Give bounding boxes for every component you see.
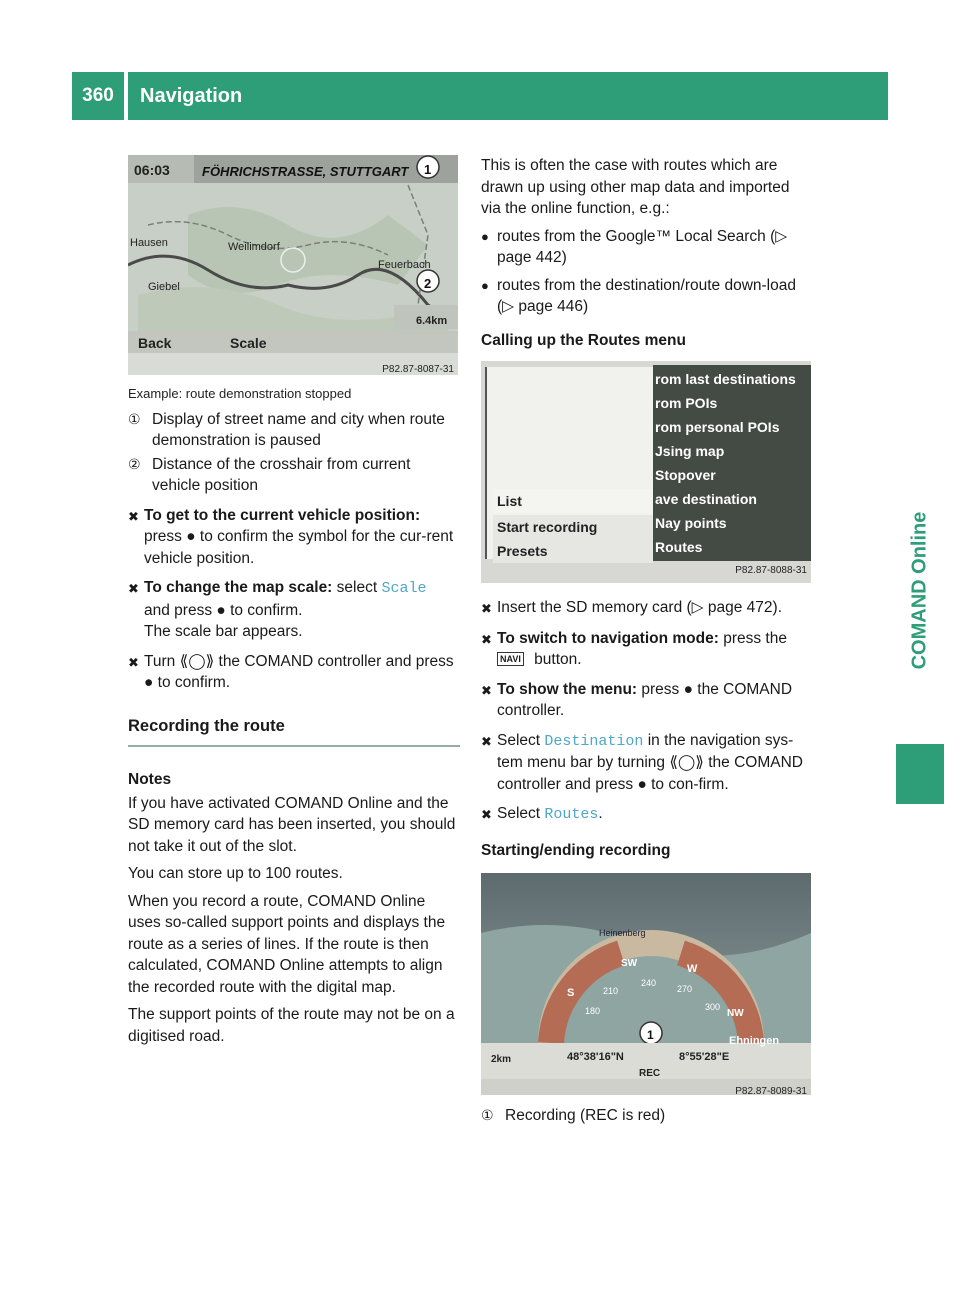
map-callout-1: 1 xyxy=(424,162,432,177)
controller-press-icon: ● xyxy=(637,775,647,793)
map-place-4: Giebel xyxy=(148,281,180,293)
map-place-2: Weilimdorf xyxy=(228,241,280,253)
compass-deg-240: 240 xyxy=(641,978,657,988)
compass-callout: 1 xyxy=(647,1028,654,1042)
rec-indicator: REC xyxy=(639,1068,661,1079)
step-select-routes: ✖ Select Routes. xyxy=(481,803,813,826)
arrow-icon: ✖ xyxy=(481,682,492,698)
controller-press-icon: ● xyxy=(144,674,154,691)
starting-heading: Starting/ending recording xyxy=(481,841,671,859)
menu-item-way-points[interactable]: Nay points xyxy=(655,515,727,531)
compass-deg-180: 180 xyxy=(585,1006,601,1016)
route-source-1: ● routes from the Google™ Local Search (▷ page 442) xyxy=(481,226,813,269)
legend-text-2: Distance of the crosshair from current vehicle position xyxy=(152,455,411,494)
map-back-button[interactable]: Back xyxy=(138,335,172,351)
bullet-icon: ● xyxy=(481,277,489,293)
menu-item-start-recording[interactable]: Start recording xyxy=(493,515,653,539)
side-tab-label: COMAND Online xyxy=(908,511,931,669)
compass-hill: Heinenberg xyxy=(599,928,646,938)
note-paragraph-1: If you have activated COMAND Online and the SD memory card has been inserted, you should not take it out of the slot. xyxy=(128,794,456,855)
menu-item-personal-pois[interactable]: rom personal POIs xyxy=(655,419,780,435)
intro-paragraph: This is often the case with routes which are drawn up using other map data and imported via the online function, e.g.: xyxy=(481,157,790,217)
compass-deg-300: 300 xyxy=(705,1002,721,1012)
compass-figure-code: P82.87-8089-31 xyxy=(735,1086,807,1095)
map-street: FÖHRICHSTRASSE, STUTTGART xyxy=(202,164,409,179)
navi-key-icon: NAVI xyxy=(497,652,524,666)
compass-deg-270: 270 xyxy=(677,984,693,994)
compass-dir-sw: SW xyxy=(621,958,638,969)
controller-press-icon: ● xyxy=(683,680,693,698)
controller-turn-icon: ⟪◯⟫ xyxy=(179,652,215,670)
route-source-2: ● routes from the destination/route down-load (▷ page 446) xyxy=(481,275,813,318)
controller-press-icon: ● xyxy=(186,528,196,545)
menu-item-using-map[interactable]: Jsing map xyxy=(655,443,725,459)
compass-lon: 8°55'28"E xyxy=(679,1051,730,1063)
left-column xyxy=(128,155,460,1047)
legend-number-2: ② xyxy=(128,455,141,472)
menu-item-routes[interactable]: Routes xyxy=(655,539,703,555)
legend-text-rec: Recording (REC is red) xyxy=(505,1107,666,1124)
map-scale-button[interactable]: Scale xyxy=(230,335,267,351)
controller-press-icon: ● xyxy=(216,601,226,619)
notes-heading: Notes xyxy=(128,771,172,788)
menu-figure-code: P82.87-8088-31 xyxy=(735,564,807,576)
calling-heading: Calling up the Routes menu xyxy=(481,331,686,349)
menu-item-stopover[interactable]: Stopover xyxy=(655,467,716,483)
map-place-3: Feuerbach xyxy=(378,259,431,271)
step-show-menu: ✖ To show the menu: press ● the COMAND controller. xyxy=(481,679,813,722)
compass-dir-nw: NW xyxy=(727,1008,744,1019)
bullet-icon: ● xyxy=(481,228,489,244)
arrow-icon: ✖ xyxy=(481,631,492,647)
compass-dir-s: S xyxy=(567,987,575,999)
menu-item-save-destination[interactable]: ave destination xyxy=(655,491,757,507)
map-figure xyxy=(128,155,458,375)
map-figure-code: P82.87-8087-31 xyxy=(382,364,454,375)
note-paragraph-2: You can store up to 100 routes. xyxy=(128,865,343,882)
compass-scale: 2km xyxy=(491,1054,512,1065)
compass-dir-w: W xyxy=(687,963,698,975)
note-paragraph-3: When you record a route, COMAND Online uses so-called support points and displays the route as a series of lines. If the route is then calculated, COMAND Online attempts to align the recorded route with the digital map. xyxy=(128,892,446,996)
arrow-icon: ✖ xyxy=(128,581,139,596)
arrow-icon: ✖ xyxy=(481,807,492,822)
recording-legend-item xyxy=(481,1105,813,1127)
map-place-1: Hausen xyxy=(130,237,168,249)
menu-item-pois[interactable]: rom POIs xyxy=(655,395,718,411)
controller-turn-icon: ⟪◯⟫ xyxy=(669,754,704,771)
recording-heading: Recording the route xyxy=(128,716,460,748)
menu-left-panel xyxy=(485,367,653,559)
compass-deg-210: 210 xyxy=(603,986,619,996)
legend-item-2 xyxy=(128,454,460,497)
step-insert-card: ✖ Insert the SD memory card (▷ page 472). xyxy=(481,597,813,620)
menu-right-panel xyxy=(653,365,811,561)
side-tab xyxy=(898,505,942,675)
section-title: Navigation xyxy=(128,72,888,120)
routes-menu-figure xyxy=(481,361,811,583)
note-paragraph-4: The support points of the route may not be on a digitised road. xyxy=(128,1006,455,1045)
menu-term-destination: Destination xyxy=(544,732,644,750)
legend-number-1: ① xyxy=(128,410,141,427)
step-current-position: ✖ To get to the current vehicle position: press ● to confirm the symbol for the cur-rent vehicle position. xyxy=(128,505,460,570)
recording-figure xyxy=(481,873,811,1095)
legend-number-1: ① xyxy=(481,1107,494,1123)
step-turn-controller: ✖ Turn ⟪◯⟫ the COMAND controller and press ● to confirm. xyxy=(128,651,460,694)
compass-lat: 48°38'16"N xyxy=(567,1051,624,1063)
menu-term-scale: Scale xyxy=(381,580,427,597)
menu-item-presets[interactable]: Presets xyxy=(493,539,653,563)
compass-place: Ehningen xyxy=(729,1035,780,1047)
step-select-destination: ✖ Select Destination in the navigation sys-tem menu bar by turning ⟪◯⟫ the COMAND controller and press ● to con-firm. xyxy=(481,730,813,796)
page-number: 360 xyxy=(72,72,124,120)
menu-item-list[interactable]: List xyxy=(493,489,653,513)
step-title: To get to the current vehicle position: xyxy=(144,506,421,524)
arrow-icon: ✖ xyxy=(128,654,139,670)
step-map-scale: ✖ To change the map scale: select Scale and press ● to confirm. The scale bar appears. xyxy=(128,577,460,643)
map-caption: Example: route demonstration stopped xyxy=(128,386,352,401)
arrow-icon: ✖ xyxy=(128,508,139,524)
step-title: To change the map scale: xyxy=(144,579,333,596)
map-callout-2: 2 xyxy=(424,276,432,291)
right-column xyxy=(481,155,813,1127)
map-distance: 6.4km xyxy=(416,315,448,327)
step-navigation-mode: ✖ To switch to navigation mode: press the NAVI button. xyxy=(481,628,813,671)
arrow-icon: ✖ xyxy=(481,733,492,749)
arrow-icon: ✖ xyxy=(481,601,492,616)
menu-term-routes: Routes xyxy=(544,806,599,823)
legend-text-1: Display of street name and city when route demonstration is paused xyxy=(152,410,445,449)
legend-item-1 xyxy=(128,409,460,452)
menu-item-last-destinations[interactable]: rom last destinations xyxy=(655,371,796,387)
map-time: 06:03 xyxy=(134,162,170,178)
side-tab-marker xyxy=(896,744,944,804)
